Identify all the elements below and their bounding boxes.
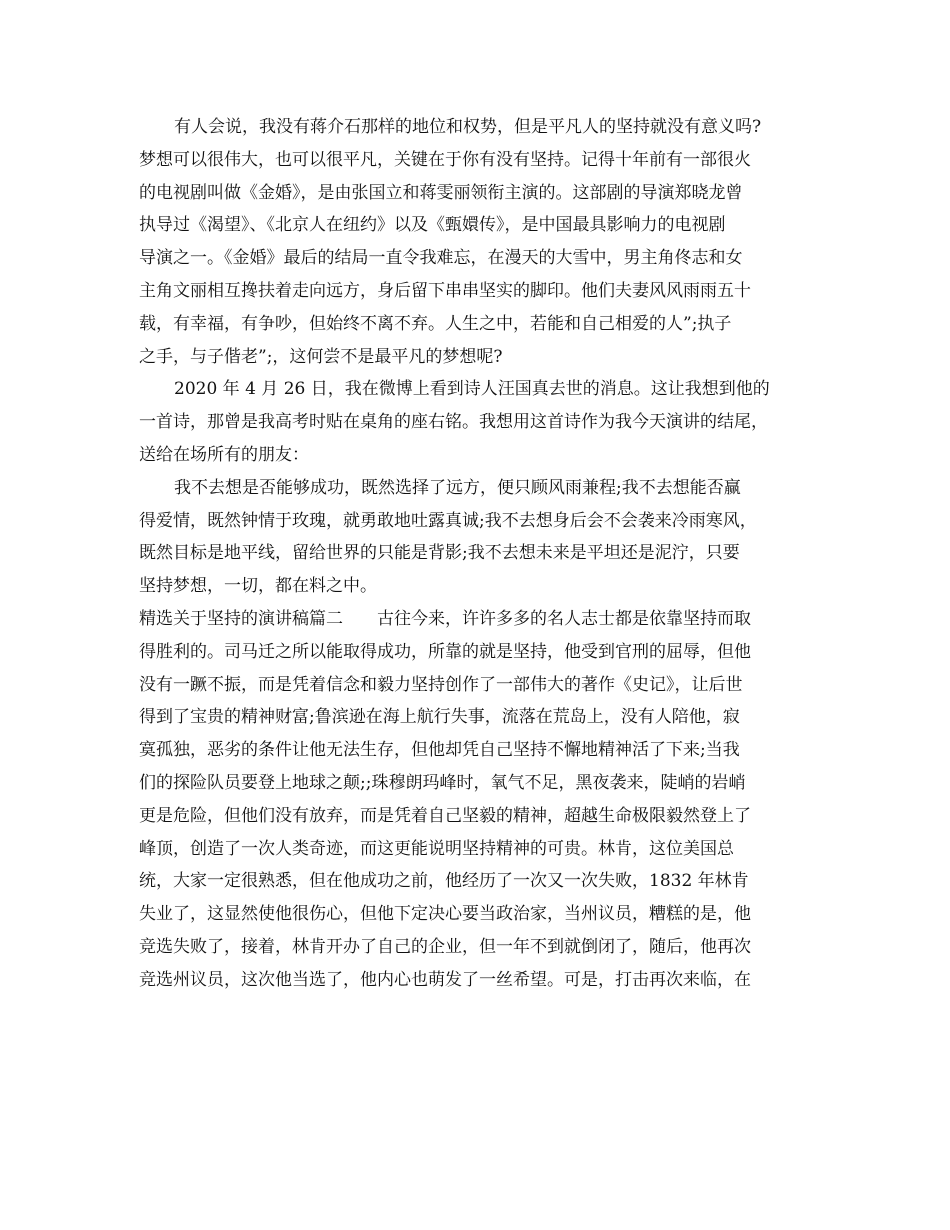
paragraph-line: 统，大家一定很熟悉，但在他成功之前，他经历了一次又一次失败，1832 年林肯 (139, 871, 749, 892)
paragraph-line: 古往今来，许许多多的名人志士都是依靠坚持而取 (377, 608, 751, 629)
paragraph-line: 失业了，这显然使他很伤心，但他下定决心要当政治家，当州议员，糟糕的是，他 (139, 904, 751, 925)
section-heading-line (139, 603, 811, 636)
document-page (139, 111, 811, 997)
paragraph-line: 竞选州议员，这次他当选了，他内心也萌发了一丝希望。可是，打击再次来临，在 (139, 969, 751, 990)
paragraph-line: 既然目标是地平线，留给世界的只能是背影;我不去想未来是平坦还是泥泞，只要 (139, 543, 740, 564)
section-heading: 精选关于坚持的演讲稿篇二 (139, 608, 343, 629)
paragraph-line: 们的探险队员要登上地球之颠;;珠穆朗玛峰时，氧气不足，黑夜袭来，陡峭的岩峭 (139, 772, 746, 793)
paragraph-line: 坚持梦想，一切，都在料之中。 (139, 576, 377, 597)
paragraph-line: 没有一蹶不振，而是凭着信念和毅力坚持创作了一部伟大的著作《史记》，让后世 (139, 674, 743, 695)
paragraph-line: 的电视剧叫做《金婚》，是由张国立和蒋雯丽领衔主演的。这部剧的导演郑晓龙曾 (139, 182, 743, 203)
paragraph-line: 得爱情，既然钟情于玫瑰，就勇敢地吐露真诚;我不去想身后会不会袭来冷雨寒风， (139, 510, 757, 531)
paragraph-line: 导演之一。《金婚》最后的结局一直令我难忘，在漫天的大雪中，男主角佟志和女 (139, 248, 743, 269)
paragraph-line: 得胜利的。司马迁之所以能取得成功，所靠的就是坚持，他受到官刑的屈辱，但他 (139, 641, 751, 662)
paragraph-line: 2020 年 4 月 26 日，我在微博上看到诗人汪国真去世的消息。这让我想到他的 (174, 379, 770, 400)
paragraph-line: 更是危险，但他们没有放弃，而是凭着自己坚毅的精神，超越生命极限毅然登上了 (139, 805, 751, 826)
paragraph-line: 执导过《渴望》、《北京人在纽约》以及《甄嬛传》，是中国最具影响力的电视剧 (139, 215, 726, 236)
paragraph-line: 之手，与子偕老”;，这何尝不是最平凡的梦想呢? (139, 346, 503, 367)
paragraph-line: 竞选失败了，接着，林肯开办了自己的企业，但一年不到就倒闭了，随后，他再次 (139, 936, 751, 957)
paragraph-line: 主角文丽相互搀扶着走向远方，身后留下串串坚实的脚印。他们夫妻风风雨雨五十 (139, 280, 751, 301)
paragraph-line: 有人会说，我没有蒋介石那样的地位和权势，但是平凡人的坚持就没有意义吗? (174, 117, 762, 137)
paragraph-line: 梦想可以很伟大，也可以很平凡，关键在于你有没有坚持。记得十年前有一部很火 (139, 149, 751, 170)
paragraph-line: 得到了宝贵的精神财富;鲁滨逊在海上航行失事，流落在荒岛上，没有人陪他，寂 (139, 707, 740, 728)
paragraph-line: 载，有幸福，有争吵，但始终不离不弃。人生之中，若能和自己相爱的人”;执子 (139, 313, 732, 334)
paragraph-line: 峰顶，创造了一次人类奇迹，而这更能说明坚持精神的可贵。林肯，这位美国总 (139, 838, 734, 859)
paragraph-line: 寞孤独，恶劣的条件让他无法生存，但他却凭自己坚持不懈地精神活了下来;当我 (139, 740, 740, 761)
paragraph-line: 我不去想是否能够成功，既然选择了远方，便只顾风雨兼程;我不去想能否赢 (174, 477, 741, 498)
paragraph-line: 送给在场所有的朋友： (139, 444, 309, 465)
paragraph-line: 一首诗，那曾是我高考时贴在桌角的座右铭。我想用这首诗作为我今天演讲的结尾， (139, 412, 768, 433)
